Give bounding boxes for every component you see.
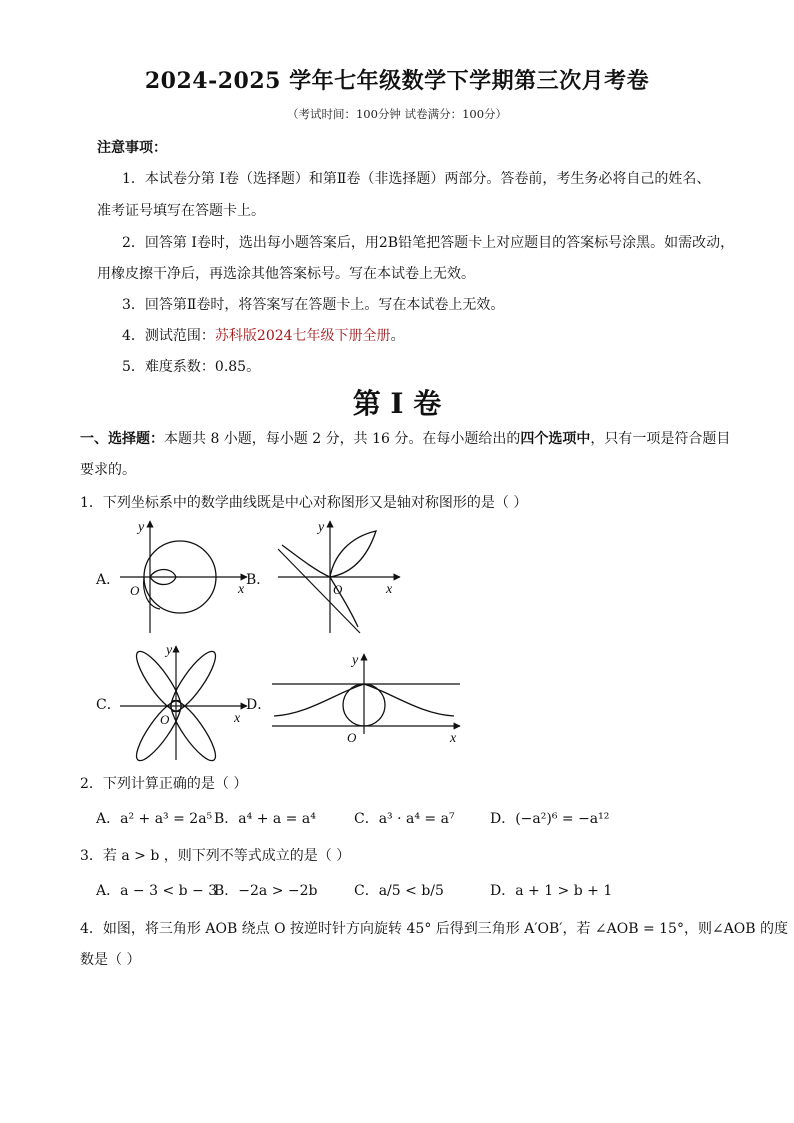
origin-label: O bbox=[347, 730, 357, 745]
q1-option-d-label: D． bbox=[246, 697, 272, 713]
notice-item-4-suffix: 。 bbox=[390, 328, 405, 344]
q2-option-c: C．a³ · a⁴ = a⁷ bbox=[354, 811, 455, 827]
notice-item-2: 2．回答第 Ⅰ卷时，选出每小题答案后，用2B铅笔把答题卡上对应题目的答案标号涂黑。如需改动， bbox=[122, 235, 735, 251]
q1-option-b-label: B． bbox=[246, 572, 271, 588]
cusp-curve bbox=[144, 577, 160, 609]
notice-item-3: 3．回答第Ⅱ卷时，将答案写在答题卡上。写在本试卷上无效。 bbox=[122, 297, 505, 313]
instr-body: 本题共 8 小题，每小题 2 分，共 16 分。在每小题给出的 bbox=[164, 431, 521, 447]
q3-option-b: B．−2a > −2b bbox=[214, 883, 318, 899]
axis-y-label: y bbox=[166, 643, 173, 658]
origin-label: O bbox=[333, 582, 343, 597]
notice-title: 注意事项： bbox=[97, 140, 167, 156]
notice-item-1: 1．本试卷分第 Ⅰ卷（选择题）和第Ⅱ卷（非选择题）两部分。答卷前，考生务必将自己的姓名、 bbox=[122, 171, 711, 187]
axis-x-label: x bbox=[234, 711, 241, 726]
notice-item-2-cont: 用橡皮擦干净后，再选涂其他答案标号。写在本试卷上无效。 bbox=[97, 266, 475, 282]
q1-option-a-label: A． bbox=[96, 572, 121, 588]
q1-option-c-label: C． bbox=[96, 697, 121, 713]
q4-stem: 4．如图，将三角形 AOB 绕点 O 按逆时针方向旋转 45° 后得到三角形 A′OB′，若 ∠AOB = 15°，则∠AOB 的度 bbox=[80, 921, 789, 937]
notice-item-4 bbox=[122, 325, 405, 345]
axis-x-label: x bbox=[386, 582, 393, 597]
q2-option-d: D．(−a²)⁶ = −a¹² bbox=[490, 811, 610, 827]
instr-tail: ，只有一项是符合题目 bbox=[590, 431, 731, 447]
origin-label: O bbox=[160, 712, 170, 727]
axis-y-label: y bbox=[352, 653, 359, 668]
q3-option-d: D．a + 1 > b + 1 bbox=[490, 883, 613, 899]
test-range: 苏科版2024七年级下册全册 bbox=[214, 328, 391, 344]
q1-figure-d bbox=[268, 650, 468, 750]
q1-figure-c bbox=[112, 640, 252, 765]
exam-subtitle: （考试时间：100分钟 试卷满分：100分） bbox=[286, 107, 508, 121]
notice-item-4-prefix: 4．测试范围： bbox=[122, 328, 215, 344]
instr-emph: 四个选项中 bbox=[520, 431, 591, 447]
q1-figure-b bbox=[268, 515, 408, 640]
exam-title: 2024-2025 学年七年级数学下学期第三次月考卷 bbox=[144, 68, 650, 94]
q1-figure-a bbox=[112, 515, 252, 640]
leaf-loop bbox=[330, 531, 376, 577]
q3-option-c: C．a/5 < b/5 bbox=[354, 883, 444, 899]
q4-stem-cont: 数是（ ） bbox=[80, 952, 141, 968]
section-title: 第 I 卷 bbox=[352, 387, 442, 420]
asymptote bbox=[278, 549, 360, 633]
notice-item-5: 5．难度系数：0.85。 bbox=[122, 359, 261, 375]
section-instructions bbox=[80, 428, 730, 448]
q3-stem: 3．若 a > b ，则下列不等式成立的是（ ） bbox=[80, 848, 351, 864]
q1-stem: 1．下列坐标系中的数学曲线既是中心对称图形又是轴对称图形的是（ ） bbox=[80, 495, 528, 511]
q2-option-a: A．a² + a³ = 2a⁵ bbox=[96, 811, 213, 827]
instr-head: 一、选择题： bbox=[80, 431, 164, 447]
q3-option-a: A．a − 3 < b − 3 bbox=[96, 883, 218, 899]
axis-x-label: x bbox=[450, 731, 457, 746]
origin-label: O bbox=[130, 583, 140, 598]
q2-option-b: B．a⁴ + a = a⁴ bbox=[214, 811, 316, 827]
notice-item-1-cont: 准考证号填写在答题卡上。 bbox=[97, 203, 265, 219]
section-instructions-cont: 要求的。 bbox=[80, 462, 136, 478]
q2-stem: 2．下列计算正确的是（ ） bbox=[80, 776, 248, 792]
axis-y-label: y bbox=[318, 520, 325, 535]
axis-y-label: y bbox=[138, 520, 145, 535]
axis-x-label: x bbox=[238, 582, 245, 597]
